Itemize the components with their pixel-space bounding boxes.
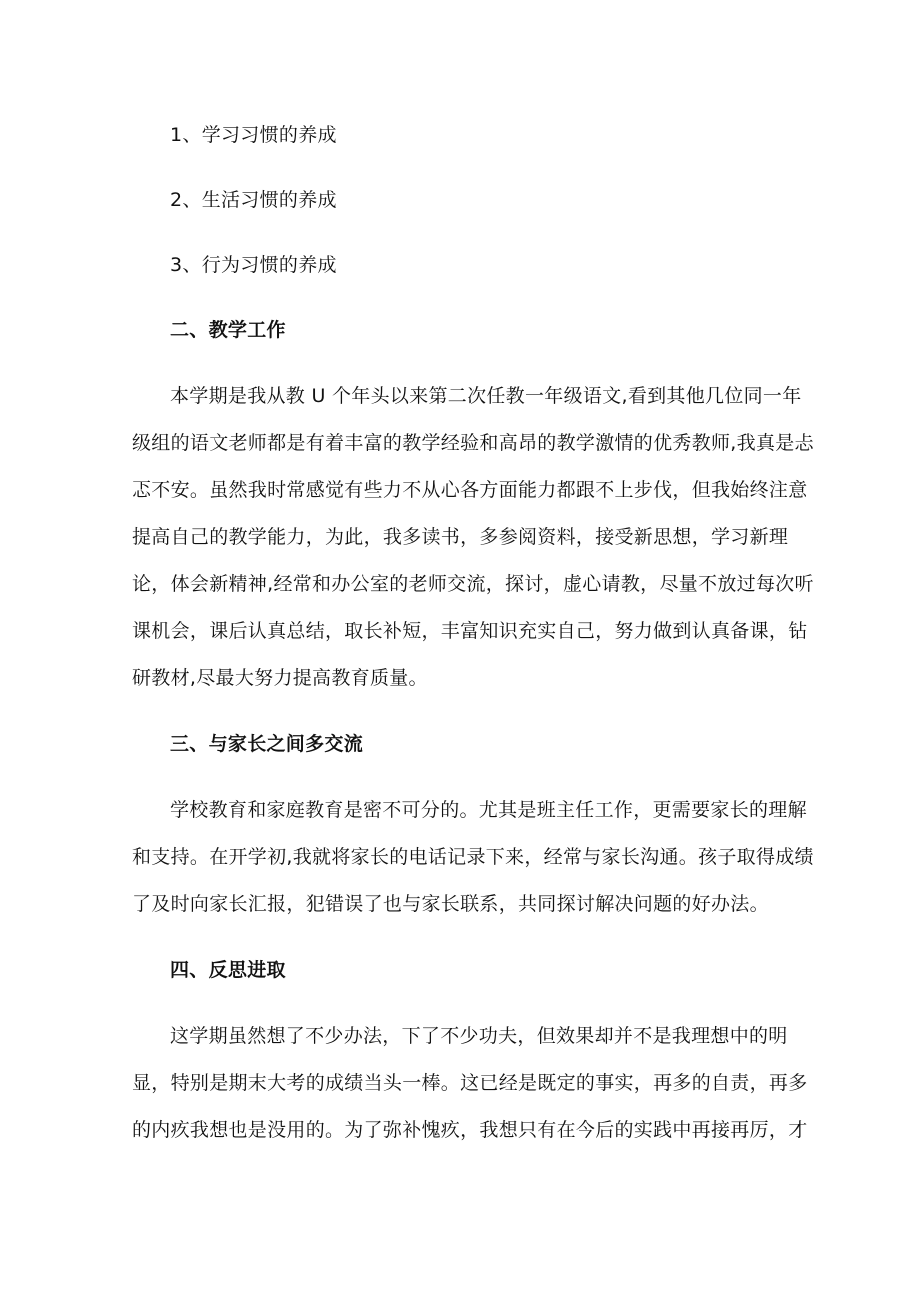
paragraph-line: 和支持。在开学初,我就将家长的电话记录下来，经常与家长沟通。孩子取得成绩 <box>132 846 814 868</box>
paragraph-line: 忑不安。虽然我时常感觉有些力不从心各方面能力都跟不上步伐，但我始终注意 <box>132 479 808 501</box>
paragraph-line: 提高自己的教学能力，为此，我多读书，多参阅资料，接受新思想，学习新理 <box>132 526 789 548</box>
paragraph-line: 级组的语文老师都是有着丰富的教学经验和高昂的教学激情的优秀教师,我真是忐 <box>132 432 814 454</box>
paragraph-line: 的内疚我想也是没用的。为了弥补愧疚，我想只有在今后的实践中再接再厉，才 <box>132 1119 808 1141</box>
paragraph-line: 学校教育和家庭教育是密不可分的。尤其是班主任工作，更需要家长的理解 <box>170 799 807 821</box>
list-item-life-habits: 2、生活习惯的养成 <box>170 189 337 211</box>
list-item-study-habits: 1、学习习惯的养成 <box>170 124 337 146</box>
list-item-behavior-habits: 3、行为习惯的养成 <box>170 254 337 276</box>
section-heading-parents: 三、与家长之间多交流 <box>170 733 364 755</box>
paragraph-line: 显，特别是期末大考的成绩当头一棒。这已经是既定的事实，再多的自责，再多 <box>132 1072 808 1094</box>
section-heading-teaching: 二、教学工作 <box>170 319 286 341</box>
paragraph-line: 这学期虽然想了不少办法，下了不少功夫，但效果却并不是我理想中的明 <box>170 1025 788 1047</box>
paragraph-line: 了及时向家长汇报，犯错误了也与家长联系，共同探讨解决问题的好办法。 <box>132 893 769 915</box>
paragraph-line: 论，体会新精神,经常和办公室的老师交流，探讨，虚心请教，尽量不放过每次听 <box>132 573 814 595</box>
section-heading-reflection: 四、反思进取 <box>170 959 286 981</box>
paragraph-line: 本学期是我从教 U 个年头以来第二次任教一年级语文,看到其他几位同一年 <box>170 385 802 407</box>
paragraph-line: 课机会，课后认真总结，取长补短，丰富知识充实自己，努力做到认真备课，钻 <box>132 620 808 642</box>
paragraph-line: 研教材,尽最大努力提高教育质量。 <box>132 667 428 689</box>
